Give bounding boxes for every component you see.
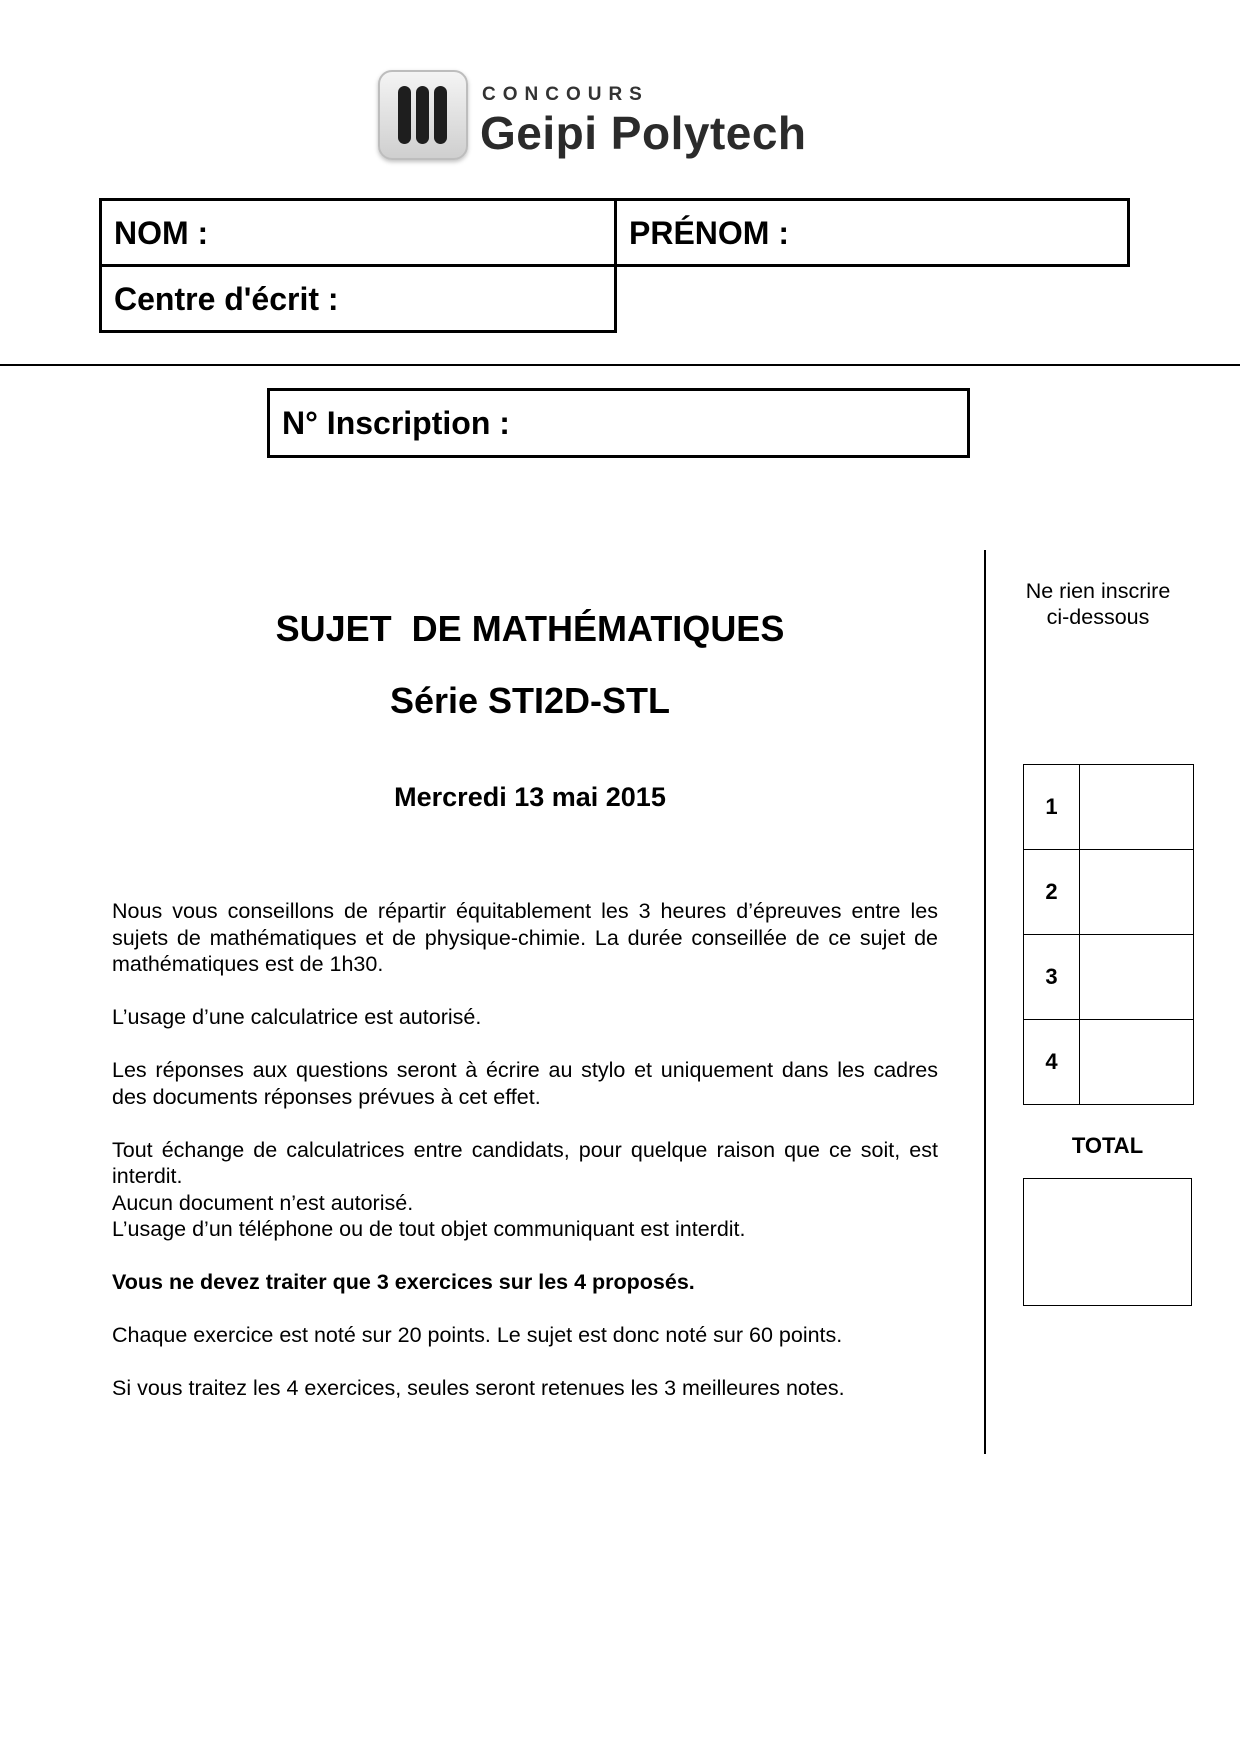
instruction-paragraph: Tout échange de calculatrices entre candidats, pour quelque raison que ce soit, est interdit. xyxy=(112,1137,938,1188)
note-line: ci-dessous xyxy=(1046,605,1150,629)
instruction-paragraph: Aucun document n’est autorisé. xyxy=(112,1190,414,1215)
instruction-paragraph: Nous vous conseillons de répartir équitablement les 3 heures d’épreuves entre les sujets de mathématiques et de physique-chimie. La durée conseillée de ce sujet de mathématiques est de 1h30. xyxy=(112,899,938,976)
subject-date: Mercredi 13 mai 2015 xyxy=(394,782,666,812)
score-row xyxy=(1024,850,1193,935)
prenom-label: PRÉNOM : xyxy=(629,215,789,251)
score-grid xyxy=(1023,764,1194,1105)
subject-series: Série STI2D-STL xyxy=(389,680,671,721)
inscription-label: N° Inscription : xyxy=(282,405,510,441)
subject-title: SUJET DE MATHÉMATIQUES xyxy=(275,608,785,649)
instruction-paragraph: Les réponses aux questions seront à écrire au stylo et uniquement dans les cadres des documents réponses prévues à cet effet. xyxy=(112,1058,938,1109)
score-row xyxy=(1024,935,1193,1020)
nom-label: NOM : xyxy=(114,215,209,251)
note-line: Ne rien inscrire xyxy=(1025,579,1171,603)
instructions xyxy=(112,898,938,1428)
column-divider xyxy=(984,550,986,1454)
prenom-field[interactable] xyxy=(614,198,1130,267)
total-label: TOTAL xyxy=(1071,1133,1144,1158)
exercise-number: 3 xyxy=(1024,935,1080,1019)
exercise-number: 2 xyxy=(1024,850,1080,934)
separator-rule xyxy=(0,364,1240,366)
score-row xyxy=(1024,1020,1193,1105)
instruction-emphasis: Vous ne devez traiter que 3 exercices sur les 4 proposés. xyxy=(112,1270,695,1294)
inscription-field[interactable] xyxy=(267,388,970,458)
do-not-write-note xyxy=(1000,578,1196,630)
instruction-paragraph: Si vous traitez les 4 exercices, seules seront retenues les 3 meilleures notes. xyxy=(112,1376,845,1400)
logo-name: Geipi Polytech xyxy=(480,107,807,159)
instruction-paragraph: Chaque exercice est noté sur 20 points. Le sujet est donc noté sur 60 points. xyxy=(112,1323,843,1347)
exercise-number: 1 xyxy=(1024,765,1080,849)
exercise-number: 4 xyxy=(1024,1020,1080,1104)
total-box xyxy=(1023,1178,1192,1306)
geipi-logo-icon xyxy=(378,70,468,160)
score-row xyxy=(1024,765,1193,850)
centre-ecrit-field[interactable] xyxy=(99,264,617,333)
logo-kicker: CONCOURS xyxy=(482,84,649,105)
centre-label: Centre d'écrit : xyxy=(114,281,339,317)
nom-field[interactable] xyxy=(99,198,617,267)
instruction-paragraph: L’usage d’un téléphone ou de tout objet communiquant est interdit. xyxy=(112,1217,746,1241)
concours-logo xyxy=(378,70,878,160)
instruction-paragraph: L’usage d’une calculatrice est autorisé. xyxy=(112,1005,482,1029)
